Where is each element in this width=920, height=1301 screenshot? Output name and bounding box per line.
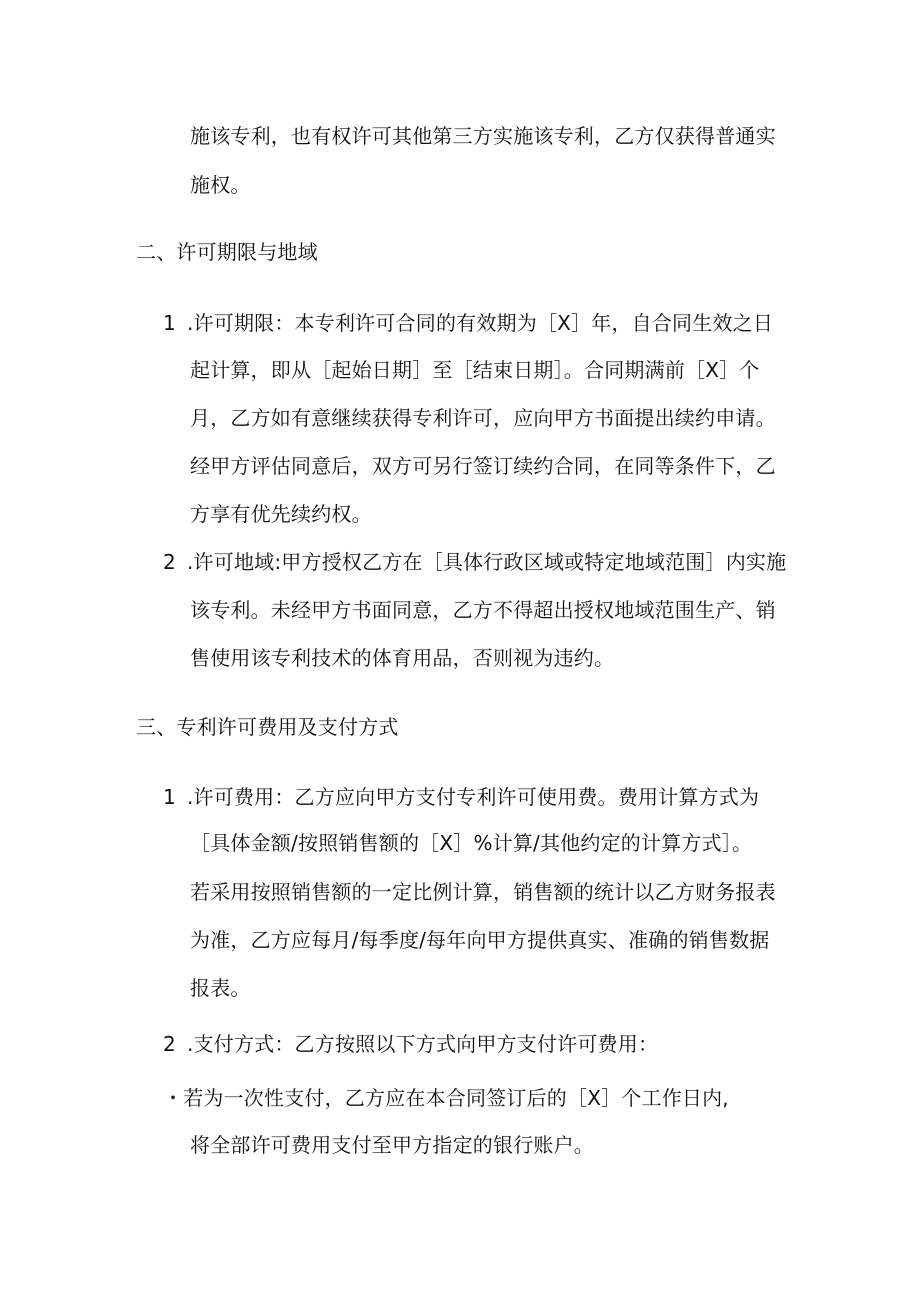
item-number: 2: [163, 1032, 176, 1056]
section-3-item-1-line-2: ［具体金额/按照销售额的［X］%计算/其他约定的计算方式］。: [190, 831, 753, 855]
section-3-item-1-line-1: [163, 783, 759, 811]
item-number: 1: [163, 311, 176, 335]
section-3-item-1-line-5: 报表。: [190, 976, 251, 1000]
section-3-item-2-line-1: [163, 1030, 658, 1058]
section-3-item-1-line-4: 为准，乙方应每月/每季度/每年向甲方提供真实、准确的销售数据: [190, 928, 770, 952]
section-2-item-2-line-2: 该专利。未经甲方书面同意，乙方不得超出授权地域范围生产、销: [190, 598, 776, 622]
section-2-item-1-line-1: [163, 309, 773, 337]
section-2-item-2-line-3: 售使用该专利技术的体育用品，否则视为违约。: [190, 646, 615, 670]
section-2-item-1-line-2: 起计算，即从［起始日期］至［结束日期］。合同期满前［X］个: [190, 358, 760, 382]
item-number: 2: [163, 550, 176, 574]
item-text: .许可期限：本专利许可合同的有效期为［X］年，自合同生效之日: [187, 311, 774, 335]
intro-line-2: 施权。: [190, 173, 251, 197]
intro-line-1: 施该专利，也有权许可其他第三方实施该专利，乙方仅获得普通实: [190, 124, 776, 148]
section-2-item-1-line-4: 经甲方评估同意后，双方可另行签订续约合同，在同等条件下，乙: [190, 454, 776, 478]
section-2-item-1-line-3: 月，乙方如有意继续获得专利许可，应向甲方书面提出续约申请。: [190, 406, 776, 430]
section-2-heading: 二、许可期限与地域: [136, 240, 318, 264]
item-text: .支付方式：乙方按照以下方式向甲方支付许可费用：: [187, 1032, 659, 1056]
section-3-bullet-1-line-1: ・若为一次性支付，乙方应在本合同签订后的［X］个工作日内,: [163, 1086, 729, 1110]
item-text: .许可费用：乙方应向甲方支付专利许可使用费。费用计算方式为: [187, 785, 760, 809]
item-number: 1: [163, 785, 176, 809]
section-3-item-1-line-3: 若采用按照销售额的一定比例计算，销售额的统计以乙方财务报表: [190, 880, 776, 904]
section-2-item-1-line-5: 方享有优先续约权。: [190, 502, 372, 526]
section-2-item-2-line-1: [163, 548, 786, 576]
item-text: .许可地域:甲方授权乙方在［具体行政区域或特定地域范围］内实施: [187, 550, 787, 574]
section-3-heading: 三、专利许可费用及支付方式: [136, 715, 399, 739]
section-3-bullet-1-line-2: 将全部许可费用支付至甲方指定的银行账户。: [190, 1133, 594, 1157]
